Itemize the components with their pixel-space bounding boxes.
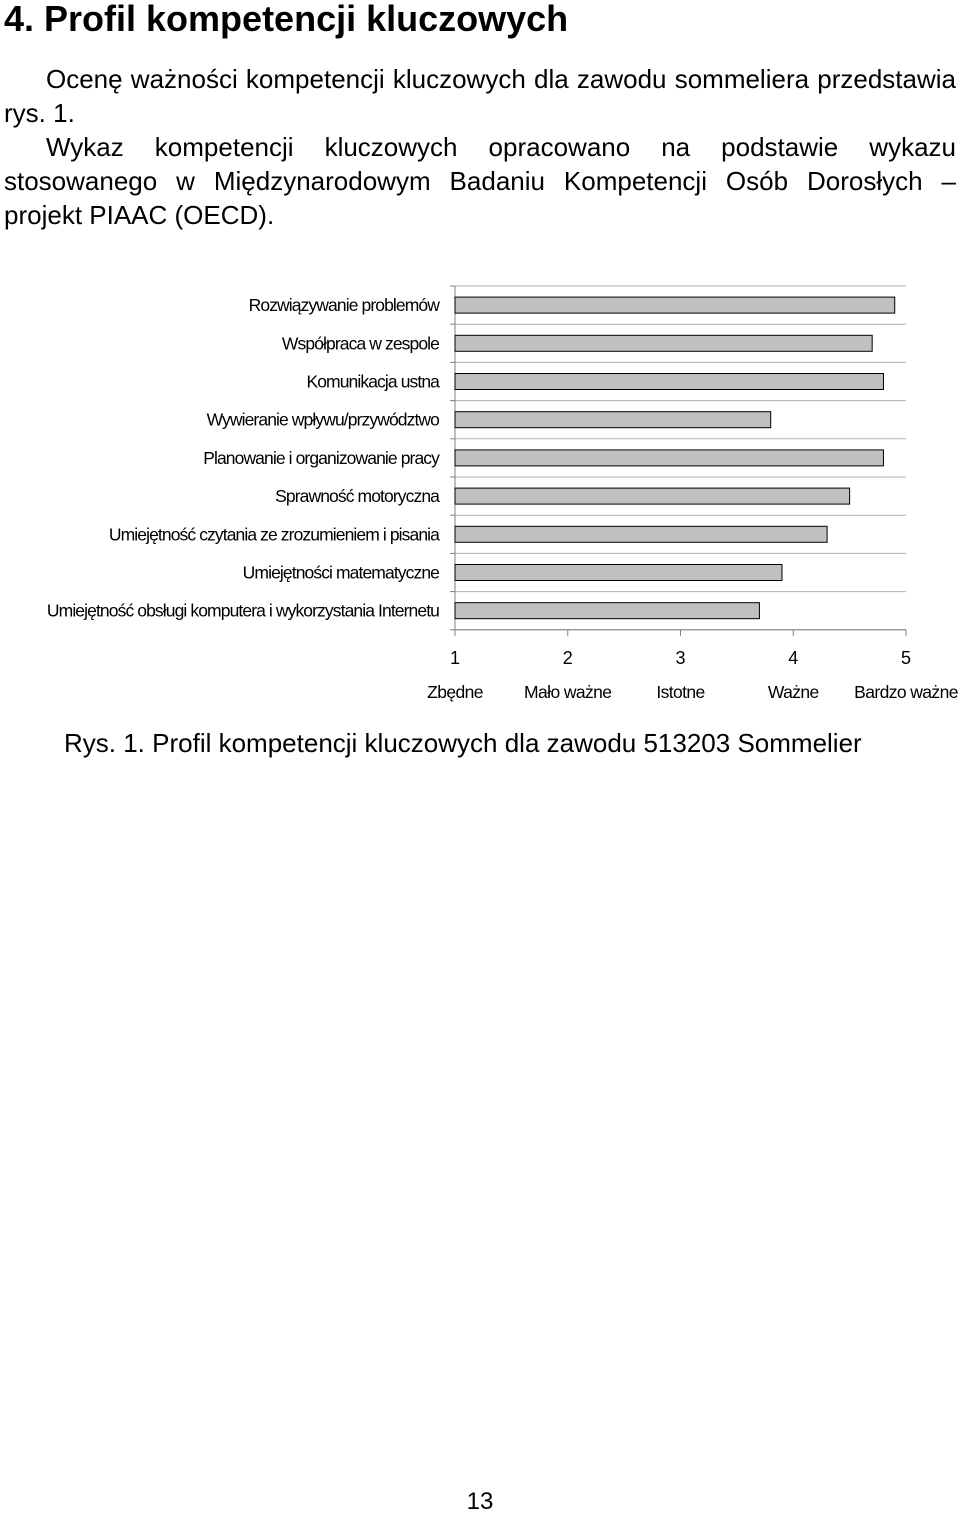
bar (455, 526, 827, 542)
intro-paragraph: Ocenę ważności kompetencji kluczowych dla zawodu sommeliera przedstawia rys. 1. (4, 64, 956, 128)
value-tick-label: 4 (788, 647, 799, 668)
value-tick-label: 1 (449, 647, 461, 668)
competency-bar-chart (0, 280, 960, 710)
bar (455, 374, 883, 390)
value-tick-description: Bardzo ważne (854, 681, 958, 702)
section-heading: 4. Profil kompetencji kluczowych (4, 0, 569, 39)
figure-caption: Rys. 1. Profil kompetencji kluczowych dla zawodu 513203 Sommelier (64, 728, 862, 758)
value-tick-label: 2 (562, 647, 573, 668)
bar (455, 488, 850, 504)
category-label: Komunikacja ustna (306, 371, 439, 392)
value-tick-description: Istotne (656, 681, 705, 702)
page-number: 13 (466, 1488, 494, 1515)
value-tick-description: Mało ważne (524, 681, 612, 702)
category-label: Umiejętność czytania ze zrozumieniem i pisania (108, 524, 439, 545)
method-paragraph: Wykaz kompetencji kluczowych opracowano na podstawie wykazu stosowanego w Międzynarodowym Badaniu Kompetencji Osób Dorosłych – projekt PIAAC (OECD). (4, 132, 956, 230)
bar (455, 603, 759, 619)
category-label: Sprawność motoryczna (275, 486, 439, 507)
category-label: Wywieranie wpływu/przywództwo (206, 409, 439, 430)
category-label: Umiejętności matematyczne (242, 562, 439, 583)
value-tick-label: 3 (675, 647, 686, 668)
category-label: Współpraca w zespole (281, 333, 439, 354)
category-label: Umiejętność obsługi komputera i wykorzystania Internetu (46, 600, 439, 621)
category-label: Planowanie i organizowanie pracy (203, 447, 439, 468)
value-tick-label: 5 (900, 647, 912, 668)
category-label: Rozwiązywanie problemów (248, 295, 439, 316)
bar (455, 412, 771, 428)
bar (455, 450, 883, 466)
value-tick-description: Zbędne (427, 681, 483, 702)
bar (455, 297, 895, 313)
bar (455, 565, 782, 581)
value-tick-description: Ważne (767, 681, 819, 702)
bar (455, 335, 872, 351)
